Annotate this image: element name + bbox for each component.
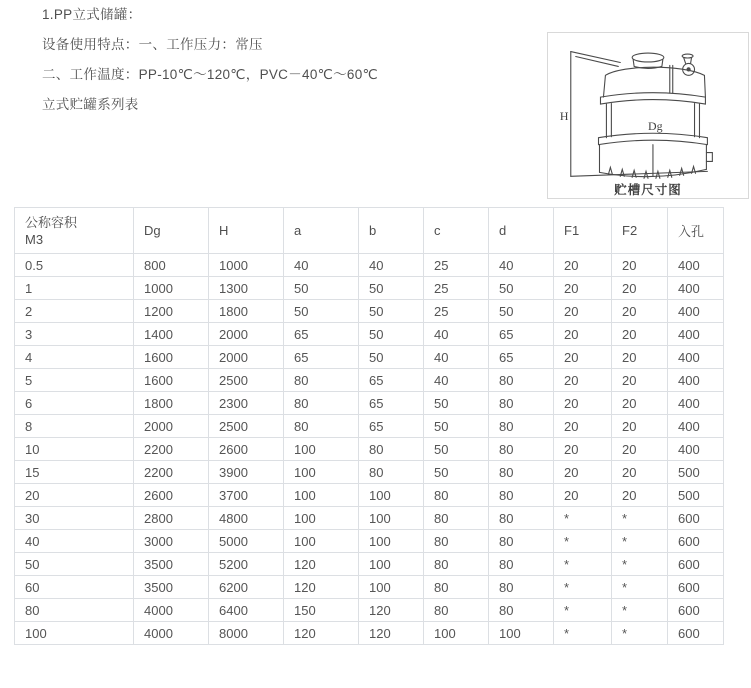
table-row <box>15 415 724 438</box>
table-cell: 1400 <box>134 323 209 346</box>
table-row <box>15 530 724 553</box>
table-cell: 40 <box>424 323 489 346</box>
table-cell: 50 <box>15 553 134 576</box>
table-cell: 4000 <box>134 622 209 645</box>
table-cell: 80 <box>424 484 489 507</box>
table-cell: 6400 <box>209 599 284 622</box>
table-row <box>15 346 724 369</box>
table-cell: * <box>612 599 668 622</box>
table-cell: 100 <box>359 553 424 576</box>
table-cell: 20 <box>554 369 612 392</box>
table-cell: 50 <box>489 277 554 300</box>
table-cell: 120 <box>284 622 359 645</box>
table-cell: 25 <box>424 254 489 277</box>
table-cell: 100 <box>424 622 489 645</box>
table-cell: 600 <box>668 576 724 599</box>
table-cell: 40 <box>424 369 489 392</box>
table-cell: 50 <box>424 415 489 438</box>
table-cell: 20 <box>554 392 612 415</box>
table-row <box>15 323 724 346</box>
table-cell: 100 <box>284 438 359 461</box>
table-cell: 400 <box>668 438 724 461</box>
table-cell: 1800 <box>209 300 284 323</box>
table-cell: 6 <box>15 392 134 415</box>
table-cell: 2600 <box>209 438 284 461</box>
intro-line-4: 立式贮罐系列表 <box>42 97 139 112</box>
table-cell: 65 <box>359 415 424 438</box>
intro-line-3: 二、工作温度：PP-10℃～120℃，PVC－40℃～60℃ <box>42 67 378 82</box>
table-cell: 80 <box>489 599 554 622</box>
table-cell: 40 <box>359 254 424 277</box>
table-cell: 5 <box>15 369 134 392</box>
table-cell: 2000 <box>209 323 284 346</box>
table-cell: 2600 <box>134 484 209 507</box>
table-cell: 20 <box>554 438 612 461</box>
table-row <box>15 553 724 576</box>
table-cell: 50 <box>424 438 489 461</box>
table-cell: 1 <box>15 277 134 300</box>
table-cell: 3700 <box>209 484 284 507</box>
table-cell: 800 <box>134 254 209 277</box>
table-cell: 60 <box>15 576 134 599</box>
table-cell: 80 <box>489 530 554 553</box>
table-cell: 20 <box>554 300 612 323</box>
table-cell: 20 <box>554 415 612 438</box>
intro-text-block <box>42 8 378 128</box>
tank-dimension-diagram <box>547 32 749 199</box>
table-cell: 50 <box>359 277 424 300</box>
column-header: Dg <box>134 208 209 254</box>
table-cell: 40 <box>424 346 489 369</box>
table-cell: 20 <box>612 484 668 507</box>
table-cell: 400 <box>668 254 724 277</box>
table-cell: 600 <box>668 507 724 530</box>
table-cell: 50 <box>284 300 359 323</box>
table-cell: 50 <box>284 277 359 300</box>
table-row <box>15 484 724 507</box>
diagram-caption: 贮槽尺寸图 <box>614 183 682 197</box>
table-cell: 80 <box>424 576 489 599</box>
column-header: 公称容积 M3 <box>15 208 134 254</box>
table-row <box>15 599 724 622</box>
table-cell: 2800 <box>134 507 209 530</box>
table-cell: 15 <box>15 461 134 484</box>
column-header: d <box>489 208 554 254</box>
table-cell: 80 <box>489 369 554 392</box>
column-header: a <box>284 208 359 254</box>
table-cell: 3500 <box>134 576 209 599</box>
table-cell: 1800 <box>134 392 209 415</box>
table-cell: 3 <box>15 323 134 346</box>
table-cell: 80 <box>489 461 554 484</box>
table-cell: 100 <box>359 530 424 553</box>
table-cell: 80 <box>424 553 489 576</box>
table-row <box>15 369 724 392</box>
table-cell: 400 <box>668 277 724 300</box>
table-cell: 2000 <box>209 346 284 369</box>
table-cell: 20 <box>554 346 612 369</box>
table-cell: 100 <box>284 507 359 530</box>
table-cell: 3000 <box>134 530 209 553</box>
table-cell: 80 <box>284 415 359 438</box>
table-cell: 80 <box>284 392 359 415</box>
table-cell: 8000 <box>209 622 284 645</box>
table-cell: 3500 <box>134 553 209 576</box>
column-header: F1 <box>554 208 612 254</box>
table-cell: 2500 <box>209 369 284 392</box>
table-cell: 100 <box>359 484 424 507</box>
table-row <box>15 438 724 461</box>
table-cell: 80 <box>489 553 554 576</box>
table-cell: * <box>612 576 668 599</box>
table-cell: 100 <box>284 461 359 484</box>
table-cell: 10 <box>15 438 134 461</box>
table-cell: 120 <box>359 599 424 622</box>
diameter-dimension-label: Dg <box>648 118 663 133</box>
table-cell: 6200 <box>209 576 284 599</box>
table-cell: 20 <box>612 461 668 484</box>
table-cell: 600 <box>668 622 724 645</box>
table-cell: 600 <box>668 599 724 622</box>
table-cell: 20 <box>554 484 612 507</box>
manhole <box>632 53 664 62</box>
spec-table <box>14 207 724 645</box>
table-cell: 100 <box>284 484 359 507</box>
table-cell: 400 <box>668 346 724 369</box>
table-cell: 80 <box>489 415 554 438</box>
column-header: H <box>209 208 284 254</box>
table-cell: 4000 <box>134 599 209 622</box>
table-cell: 80 <box>489 576 554 599</box>
table-cell: 600 <box>668 553 724 576</box>
table-cell: 3900 <box>209 461 284 484</box>
intro-line-2: 设备使用特点：一、工作压力：常压 <box>42 37 263 52</box>
table-cell: 20 <box>554 461 612 484</box>
table-cell: 2500 <box>209 415 284 438</box>
table-cell: 100 <box>284 530 359 553</box>
table-cell: 400 <box>668 415 724 438</box>
table-cell: 2000 <box>134 415 209 438</box>
table-cell: * <box>612 622 668 645</box>
table-cell: * <box>554 599 612 622</box>
table-cell: * <box>554 553 612 576</box>
table-cell: 65 <box>359 392 424 415</box>
table-cell: 2200 <box>134 438 209 461</box>
table-cell: 80 <box>424 507 489 530</box>
table-cell: 100 <box>359 576 424 599</box>
table-cell: * <box>554 622 612 645</box>
table-cell: 5000 <box>209 530 284 553</box>
table-cell: 20 <box>612 415 668 438</box>
table-cell: 100 <box>489 622 554 645</box>
table-cell: 80 <box>489 392 554 415</box>
table-cell: 20 <box>612 392 668 415</box>
table-row <box>15 300 724 323</box>
table-cell: 20 <box>612 300 668 323</box>
table-cell: * <box>612 553 668 576</box>
column-header: 入孔 <box>668 208 724 254</box>
table-cell: 400 <box>668 392 724 415</box>
table-cell: 50 <box>359 323 424 346</box>
column-header: F2 <box>612 208 668 254</box>
table-cell: 80 <box>15 599 134 622</box>
table-cell: 50 <box>489 300 554 323</box>
table-row <box>15 622 724 645</box>
table-cell: 65 <box>284 323 359 346</box>
table-cell: 20 <box>612 369 668 392</box>
table-cell: 20 <box>612 323 668 346</box>
table-cell: 2300 <box>209 392 284 415</box>
table-cell: 20 <box>612 346 668 369</box>
table-cell: 1000 <box>134 277 209 300</box>
table-cell: 65 <box>489 346 554 369</box>
table-cell: 1300 <box>209 277 284 300</box>
column-header: c <box>424 208 489 254</box>
table-cell: * <box>554 507 612 530</box>
lower-ring <box>599 133 708 144</box>
table-cell: 400 <box>668 323 724 346</box>
table-cell: 80 <box>284 369 359 392</box>
table-row <box>15 507 724 530</box>
table-cell: 50 <box>424 461 489 484</box>
table-cell: * <box>612 507 668 530</box>
table-cell: 80 <box>424 599 489 622</box>
table-row <box>15 576 724 599</box>
table-cell: 20 <box>612 438 668 461</box>
table-cell: 500 <box>668 461 724 484</box>
table-cell: 100 <box>359 507 424 530</box>
table-cell: 20 <box>554 277 612 300</box>
table-cell: 25 <box>424 277 489 300</box>
table-cell: 8 <box>15 415 134 438</box>
table-row <box>15 254 724 277</box>
table-cell: 20 <box>15 484 134 507</box>
table-row <box>15 277 724 300</box>
height-dimension-label: H <box>559 108 569 123</box>
table-cell: 4800 <box>209 507 284 530</box>
table-cell: 2200 <box>134 461 209 484</box>
table-cell: 65 <box>284 346 359 369</box>
table-cell: 50 <box>359 300 424 323</box>
table-row <box>15 461 724 484</box>
table-cell: 80 <box>359 438 424 461</box>
table-cell: 30 <box>15 507 134 530</box>
tank-sketch-icon <box>549 35 747 183</box>
table-header-row <box>15 208 724 254</box>
table-cell: 20 <box>554 254 612 277</box>
table-cell: 20 <box>554 323 612 346</box>
table-cell: 500 <box>668 484 724 507</box>
table-cell: 4 <box>15 346 134 369</box>
table-cell: 2 <box>15 300 134 323</box>
table-cell: 150 <box>284 599 359 622</box>
table-cell: * <box>612 530 668 553</box>
table-cell: 1600 <box>134 346 209 369</box>
table-cell: 400 <box>668 369 724 392</box>
table-cell: 1600 <box>134 369 209 392</box>
table-cell: 120 <box>359 622 424 645</box>
table-cell: 80 <box>489 438 554 461</box>
intro-line-1: 1.PP立式储罐： <box>42 7 142 22</box>
table-cell: 65 <box>359 369 424 392</box>
table-cell: 100 <box>15 622 134 645</box>
table-cell: 80 <box>359 461 424 484</box>
table-row <box>15 392 724 415</box>
column-header: b <box>359 208 424 254</box>
table-cell: 120 <box>284 576 359 599</box>
table-cell: 1200 <box>134 300 209 323</box>
table-cell: 120 <box>284 553 359 576</box>
table-cell: * <box>554 530 612 553</box>
table-cell: 80 <box>424 530 489 553</box>
table-cell: 65 <box>489 323 554 346</box>
table-cell: 50 <box>359 346 424 369</box>
table-cell: 40 <box>489 254 554 277</box>
table-cell: 25 <box>424 300 489 323</box>
table-cell: 400 <box>668 300 724 323</box>
table-cell: 80 <box>489 484 554 507</box>
table-cell: 40 <box>284 254 359 277</box>
table-cell: 80 <box>489 507 554 530</box>
table-cell: 20 <box>612 254 668 277</box>
table-cell: 1000 <box>209 254 284 277</box>
table-cell: 20 <box>612 277 668 300</box>
table-cell: 5200 <box>209 553 284 576</box>
table-cell: * <box>554 576 612 599</box>
table-cell: 0.5 <box>15 254 134 277</box>
table-cell: 40 <box>15 530 134 553</box>
upper-ring <box>600 93 705 104</box>
table-cell: 600 <box>668 530 724 553</box>
table-cell: 50 <box>424 392 489 415</box>
